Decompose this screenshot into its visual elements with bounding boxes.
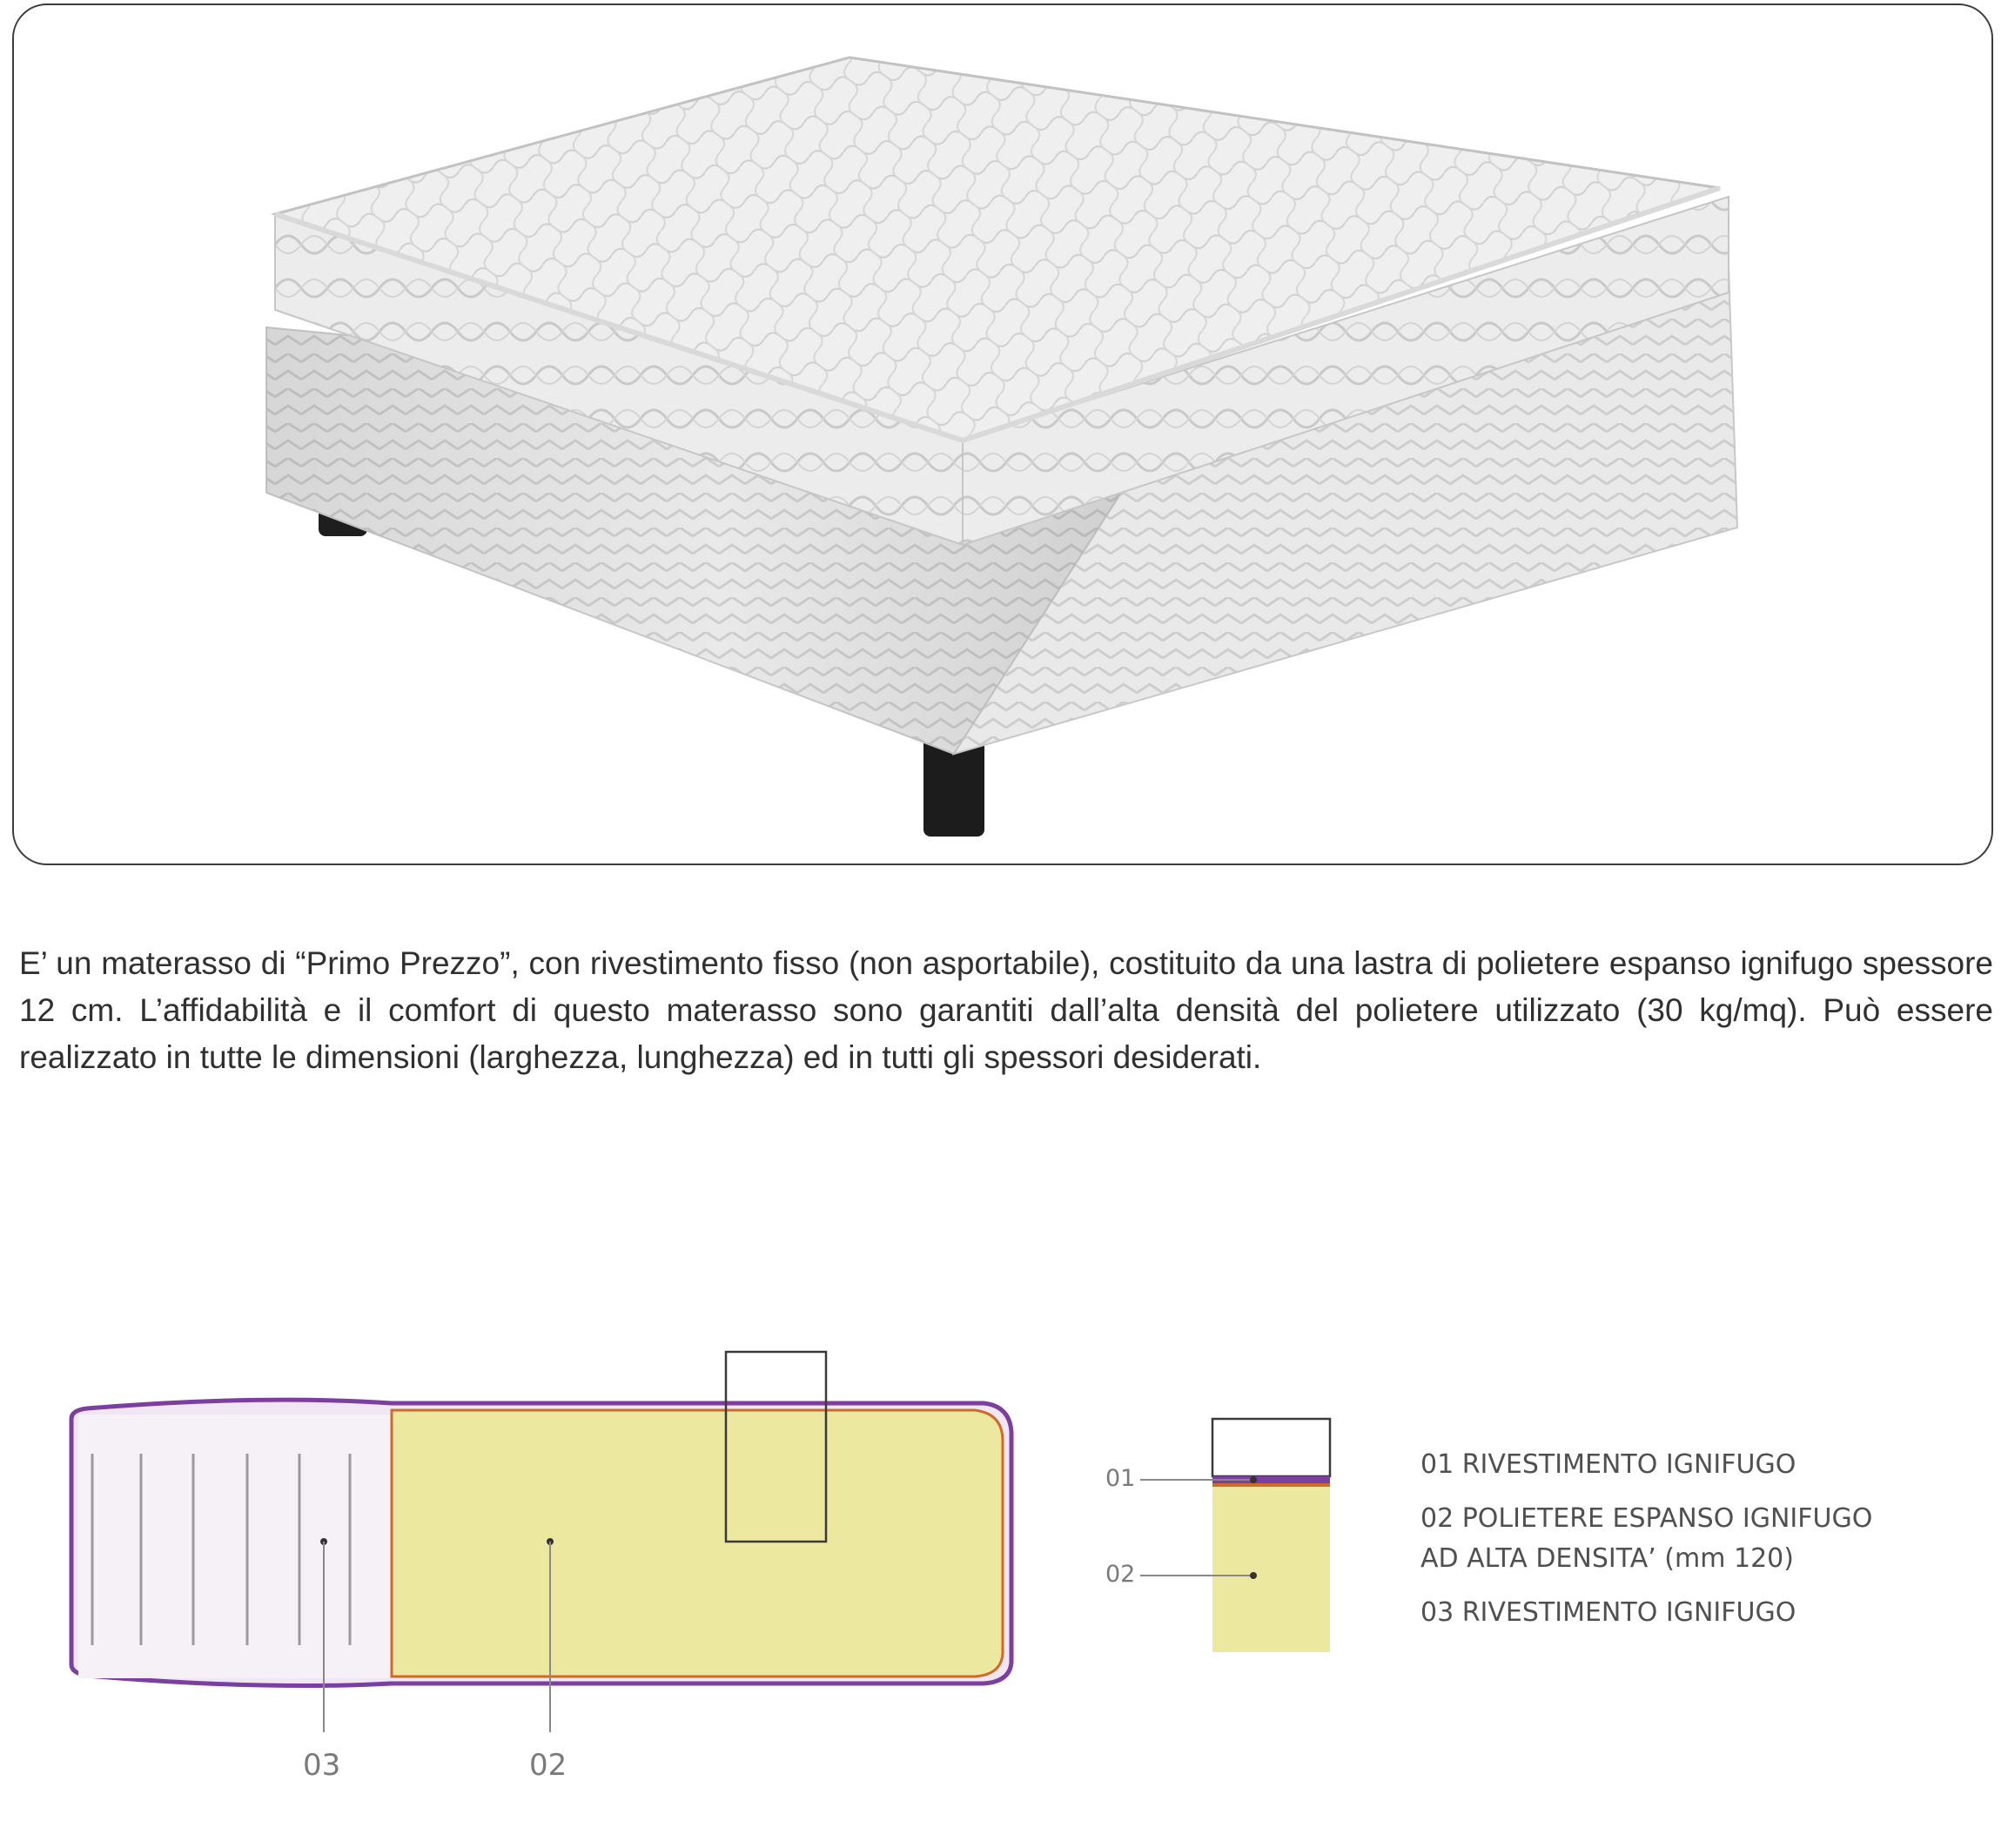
legend xyxy=(1420,1445,1872,1633)
legend-item-03: 03 RIVESTIMENTO IGNIFUGO xyxy=(1420,1597,1796,1628)
cross-section-label-03: 03 xyxy=(303,1748,341,1783)
detail-label-02: 02 xyxy=(1105,1561,1136,1588)
detail-label-01: 01 xyxy=(1105,1465,1136,1492)
cover-padding-zone xyxy=(78,1415,392,1678)
legend-item-01: 01 RIVESTIMENTO IGNIFUGO xyxy=(1420,1449,1796,1480)
legend-item-02: 02 POLIETERE ESPANSO IGNIFUGO xyxy=(1420,1503,1873,1534)
detail-foam xyxy=(1212,1487,1330,1652)
product-photo-frame xyxy=(12,3,1993,865)
cross-section-label-02: 02 xyxy=(529,1748,567,1783)
foam-core xyxy=(392,1410,1003,1677)
product-description: E’ un materasso di “Primo Prezzo”, con rivestimento fisso (non asportabile), costituito da una lastra di polietere espanso ignifugo spessore 12 cm. L’affidabilità e il comfort di questo materasso sono garantiti dall’alta densità del polietere utilizzato (30 kg/mq). Può essere realizzato in tutte le dimensioni (larghezza, lunghezza) ed in tutti gli spessori desiderati. xyxy=(19,945,1993,1075)
legend-item-02-detail: AD ALTA DENSITA’ (mm 120) xyxy=(1420,1543,1794,1574)
bed-mattress-icon xyxy=(14,5,1993,865)
detail-cover-top xyxy=(1212,1419,1330,1476)
